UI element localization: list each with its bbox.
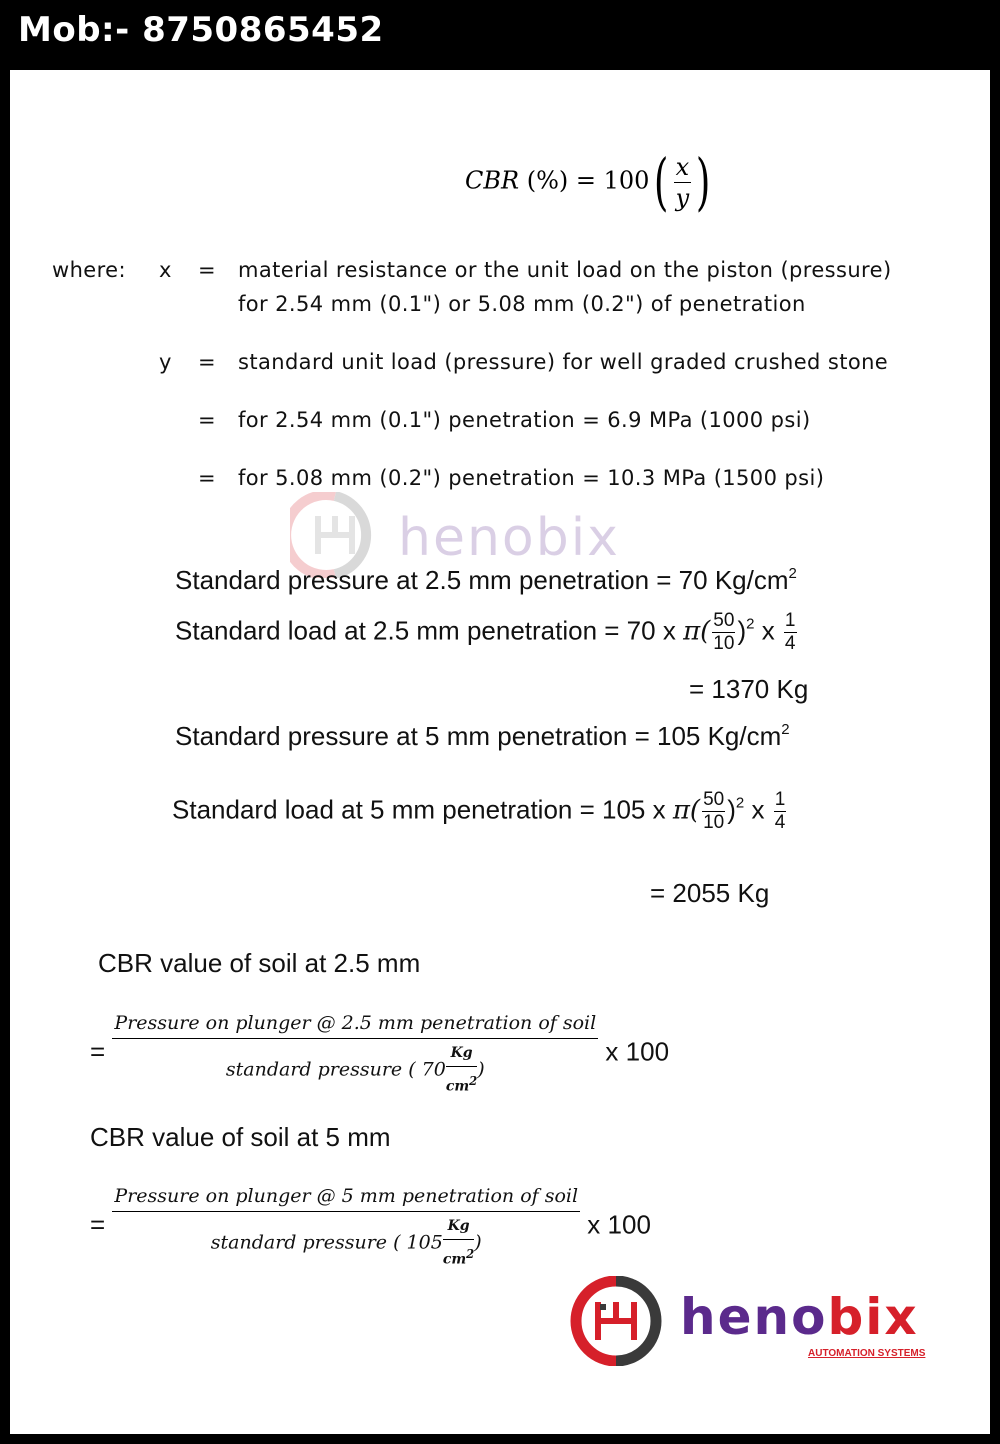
x-equals: = (198, 258, 216, 282)
cbr25-den-text: standard pressure ( 70 (225, 1058, 446, 1081)
sp5-text: Standard pressure at 5 mm penetration = 105 Kg/cm (175, 721, 782, 751)
sl5-close: ) (727, 794, 736, 825)
sl25-quarter-den: 4 (784, 633, 796, 654)
formula-denominator: y (675, 183, 690, 212)
cbr5-times-100: x 100 (587, 1209, 651, 1240)
brand-dark-part: heno (680, 1288, 828, 1346)
sl25-quarter-num: 1 (784, 610, 796, 631)
sl5-frac-num: 50 (703, 789, 725, 810)
cbr25-numerator: Pressure on plunger @ 2.5 mm penetration of soil (112, 1012, 598, 1039)
cbr25-unit-den-text: cm (445, 1078, 470, 1095)
formula-fraction (674, 152, 692, 213)
sl25-times: x (761, 615, 775, 646)
cbr5-unit-den-text: cm (442, 1251, 467, 1268)
standard-pressure-2-5 (175, 565, 797, 596)
brand-logo (570, 1276, 950, 1366)
cbr25-equals: = (90, 1036, 106, 1067)
cbr25-denominator (112, 1039, 598, 1096)
y-value-1: for 2.54 mm (0.1") penetration = 6.9 MPa (1000 psi) (238, 408, 811, 432)
standard-load-5-result: = 2055 Kg (650, 878, 770, 908)
sp5-exponent: 2 (781, 721, 790, 738)
sl25-pi: π( (683, 616, 711, 647)
sl25-prefix: Standard load at 2.5 mm penetration = 70 x (175, 615, 676, 646)
sl25-frac-num: 50 (713, 610, 735, 631)
formula-numerator: x (675, 152, 690, 181)
cbr5-unit-exp: 2 (466, 1247, 475, 1261)
cbr5-numerator: Pressure on plunger @ 5 mm penetration of soil (112, 1185, 580, 1212)
cbr5-unit (443, 1218, 474, 1269)
y-value1-equals: = (198, 408, 216, 432)
sl5-frac-den: 10 (703, 812, 725, 833)
x-definition-line1: material resistance or the unit load on the piston (pressure) (238, 258, 892, 282)
cbr25-unit-den (446, 1067, 477, 1096)
x-definition-line2: for 2.54 mm (0.1") or 5.08 mm (0.2") of penetration (238, 292, 806, 316)
y-variable: y (159, 350, 172, 374)
sl5-quarter (774, 789, 787, 834)
y-definition: standard unit load (pressure) for well graded crushed stone (238, 350, 889, 374)
cbr-expression-5 (90, 1185, 651, 1269)
sl25-frac-den: 10 (713, 633, 735, 654)
standard-load-2-5 (175, 610, 799, 655)
formula-percent: (%) (526, 166, 569, 195)
sl25-quarter (784, 610, 797, 655)
sl5-quarter-den: 4 (774, 812, 786, 833)
cbr25-times-100: x 100 (605, 1036, 670, 1067)
cbr25-unit (446, 1045, 477, 1096)
cbr5-unit-den (443, 1240, 474, 1269)
standard-load-2-5-result: = 1370 Kg (689, 674, 809, 704)
y-value-2: for 5.08 mm (0.2") penetration = 10.3 MPa (1500 psi) (238, 466, 825, 490)
cbr5-unit-num: Kg (443, 1218, 474, 1240)
cbr5-denominator (112, 1212, 580, 1269)
sl5-prefix: Standard load at 5 mm penetration = 105 x (172, 794, 666, 825)
cbr5-equals: = (90, 1209, 106, 1240)
standard-load-5 (172, 789, 788, 834)
cbr25-unit-exp: 2 (469, 1074, 478, 1088)
x-variable: x (159, 258, 172, 282)
henobix-emblem-icon (570, 1276, 662, 1366)
sl25-close: ) (737, 615, 747, 646)
cbr-heading-5: CBR value of soil at 5 mm (90, 1122, 391, 1152)
sl25-fraction (712, 610, 735, 655)
sp25-exponent: 2 (788, 565, 797, 582)
header-bar (0, 0, 1000, 68)
document-sheet (10, 70, 990, 1434)
sl5-fraction (702, 789, 725, 834)
henobix-wordmark (680, 1288, 919, 1346)
where-label: where: (52, 258, 126, 282)
sl5-square: 2 (735, 794, 745, 812)
sl5-quarter-num: 1 (774, 789, 786, 810)
watermark-brand: henobix (398, 508, 620, 568)
contact-number: Mob:- 8750865452 (18, 10, 384, 50)
sl25-square: 2 (746, 615, 755, 633)
brand-tagline: AUTOMATION SYSTEMS (808, 1348, 926, 1359)
sp25-text: Standard pressure at 2.5 mm penetration = 70 Kg/cm (175, 565, 789, 595)
sl5-pi: π( (672, 795, 701, 826)
cbr5-den-text: standard pressure ( 105 (210, 1231, 443, 1254)
cbr25-unit-num: Kg (446, 1045, 477, 1067)
formula-lhs: CBR (465, 166, 520, 195)
standard-pressure-5 (175, 721, 790, 752)
cbr5-fraction (112, 1185, 580, 1269)
sl5-times: x (751, 794, 765, 825)
y-equals: = (198, 350, 216, 374)
formula-equals: = 100 (575, 166, 650, 195)
brand-red-part: bix (827, 1288, 919, 1346)
cbr-expression-2-5 (90, 1012, 669, 1096)
cbr-formula: CBR (%) = 100( $\frac{x}{y}$ ) (465, 145, 711, 218)
cbr25-close: ) (477, 1058, 485, 1081)
cbr5-close: ) (474, 1231, 482, 1254)
cbr-heading-2-5: CBR value of soil at 2.5 mm (98, 948, 421, 978)
y-value2-equals: = (198, 466, 216, 490)
cbr25-fraction (112, 1012, 598, 1096)
